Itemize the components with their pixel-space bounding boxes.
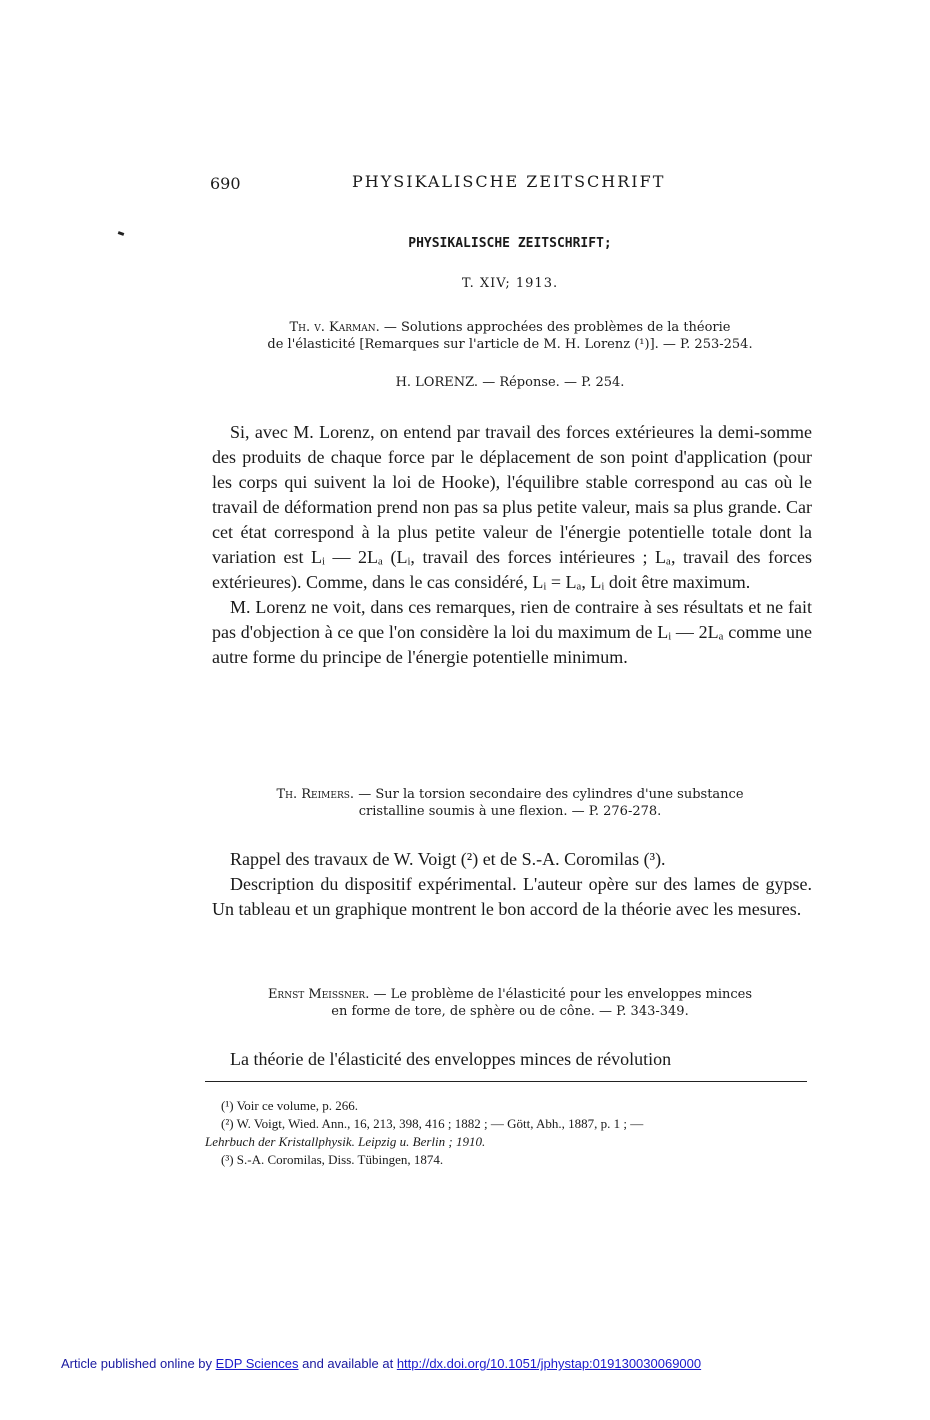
body-paragraph: Description du dispositif expérimental. L'auteur opère sur des lames de gypse. Un tableau et un graphique montrent le bon accord de la théorie avec les mesures.: [212, 874, 812, 919]
volume-line: T. XIV; 1913.: [461, 276, 559, 291]
body-paragraph: Si, avec M. Lorenz, on entend par travail des forces extérieures la demi-somme des produits de chaque force par le déplacement de son point d'application (pour les corps qui suivent la loi de Hooke), l'équilibre stable correspond au cas où le travail de déformation prend non pas sa plus petite valeur, mais sa plus grande. Car cet état correspond à la plus petite valeur de l'énergie potentielle totale dont la variation est Lᵢ — 2Lₐ (Lᵢ, travail des forces intérieures ; Lₐ, travail des forces extérieures). Comme, dans le cas considéré, Lᵢ = Lₐ, Lᵢ doit être maximum.: [212, 422, 812, 592]
footnote-2: (²) W. Voigt, Wied. Ann., 16, 213, 398, 416 ; 1882 ; — Gött, Abh., 1887, p. 1 ; —: [221, 1116, 644, 1131]
article-title-line2: cristalline soumis à une flexion. — P. 276-278.: [358, 804, 662, 819]
article-heading-meissner: [200, 986, 820, 1020]
stray-mark: [118, 231, 125, 236]
article-title-line1: — Sur la torsion secondaire des cylindres d'une substance: [358, 787, 744, 802]
article-heading-karman: [200, 319, 820, 353]
banner-middle: and available at: [298, 1356, 397, 1371]
article-author: Th. Reimers.: [276, 787, 355, 802]
footnotes: [205, 1097, 815, 1169]
footnote-1: (¹) Voir ce volume, p. 266.: [221, 1098, 359, 1113]
article-title-line2: en forme de tore, de sphère ou de cône. — P. 343-349.: [331, 1004, 689, 1019]
article-author: Ernst Meissner.: [267, 987, 370, 1002]
article-author: H. LORENZ.: [395, 375, 479, 390]
body-paragraph: Rappel des travaux de W. Voigt (²) et de S.-A. Coromilas (³).: [230, 849, 666, 869]
body-block-3: [212, 1047, 812, 1072]
section-title: PHYSIKALISCHE ZEITSCHRIFT;: [408, 236, 612, 251]
article-heading-reimers: [200, 786, 820, 820]
page-number: 690: [210, 174, 241, 193]
article-heading-lorenz: [200, 374, 820, 391]
publisher-link[interactable]: EDP Sciences: [215, 1356, 299, 1371]
footnote-3: (³) S.-A. Coromilas, Diss. Tübingen, 1874.: [221, 1152, 444, 1167]
body-paragraph: M. Lorenz ne voit, dans ces remarques, rien de contraire à ses résultats et ne fait pas d'objection à ce que l'on considère la loi du maximum de Lᵢ — 2Lₐ comme une autre forme du principe de l'énergie potentielle minimum.: [212, 597, 812, 667]
footnote-rule: [205, 1081, 807, 1082]
article-title: — Réponse. — P. 254.: [482, 375, 625, 390]
footnote-2-continued: Lehrbuch der Kristallphysik. Leipzig u. Berlin ; 1910.: [205, 1134, 486, 1149]
publication-banner: [61, 1356, 701, 1371]
article-author: Th. v. Karman.: [289, 320, 380, 335]
banner-prefix: Article published online by: [61, 1356, 216, 1371]
article-title-line2: de l'élasticité [Remarques sur l'article de M. H. Lorenz (¹)]. — P. 253-254.: [267, 337, 753, 352]
running-head: [0, 172, 930, 196]
body-block-2: [212, 847, 812, 922]
doi-link[interactable]: http://dx.doi.org/10.1051/jphystap:019130030069000: [396, 1356, 702, 1371]
body-block-1: [212, 420, 812, 670]
article-title-line1: — Solutions approchées des problèmes de la théorie: [383, 320, 731, 335]
body-paragraph: La théorie de l'élasticité des enveloppes minces de révolution: [230, 1049, 672, 1069]
article-title-line1: — Le problème de l'élasticité pour les enveloppes minces: [373, 987, 753, 1002]
running-journal-title: PHYSIKALISCHE ZEITSCHRIFT: [352, 172, 666, 191]
